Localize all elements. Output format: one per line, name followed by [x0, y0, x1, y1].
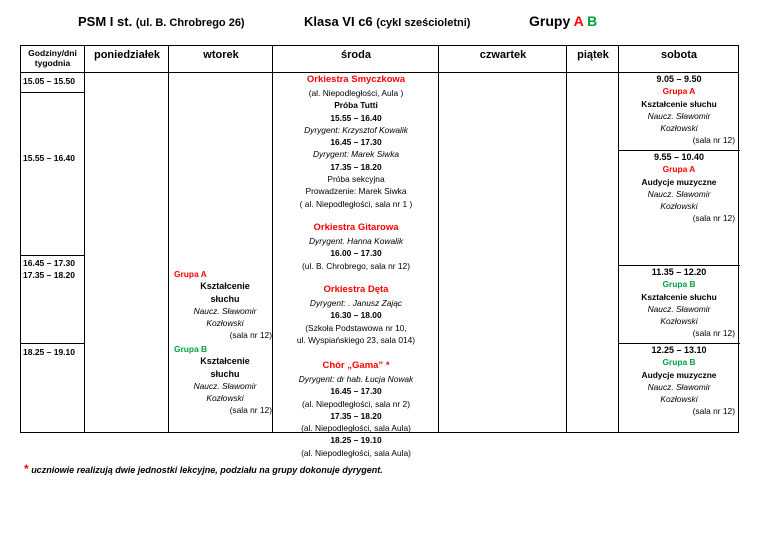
sat2-group: Grupa A [662, 164, 696, 175]
strings-line-9: Prowadzenie: Marek Siwka [305, 186, 407, 197]
groups-title [529, 13, 597, 29]
hours-header-cell [21, 46, 85, 73]
wednesday-choir-block [273, 359, 439, 459]
school-name: PSM I st. [78, 14, 133, 29]
brass-line-3: (Szkoła Podstawowa nr 10, [305, 322, 407, 333]
tuesday-a-teacher-2: Kozłowski [206, 318, 244, 329]
sat2-subject: Audycje muzyczne [641, 176, 717, 187]
hour-5: 18.25 – 19.10 [23, 347, 75, 357]
footnote [24, 462, 383, 476]
tuesday-group-b-block [170, 343, 276, 417]
tuesday-a-group: Grupa A [174, 269, 207, 279]
tuesday-group-a-block [170, 268, 276, 342]
hour-4: 17.35 – 18.20 [23, 270, 75, 280]
class-cycle: (cykl sześcioletni) [376, 17, 471, 29]
choir-line-3: (al. Niepodległości, sala nr 2) [302, 398, 410, 409]
choir-title: Chór „Gama” * [322, 360, 390, 371]
wednesday-brass-block [273, 283, 439, 346]
tuesday-a-room: (sala nr 12) [229, 330, 272, 341]
hour-2: 15.55 – 16.40 [23, 153, 75, 163]
sat3-time: 11.35 – 12.20 [651, 267, 707, 277]
sat2-teacher-1: Naucz. Sławomir [647, 188, 711, 199]
class-title [304, 14, 470, 29]
tuesday-a-teacher-1: Naucz. Sławomir [193, 305, 257, 316]
strings-line-7: 17.35 – 18.20 [330, 161, 382, 172]
saturday-slot-4 [619, 344, 739, 418]
tuesday-b-room: (sala nr 12) [229, 405, 272, 416]
hours-divider-1 [20, 92, 85, 93]
strings-line-2: Próba Tutti [334, 100, 378, 111]
choir-line-4: 17.35 – 18.20 [330, 410, 382, 421]
school-address: (ul. B. Chrobrego 26) [135, 17, 245, 29]
sat4-teacher-1: Naucz. Sławomir [647, 381, 711, 392]
friday-body-cell [567, 73, 619, 433]
tuesday-b-subject-1: Kształcenie [200, 356, 250, 367]
sat4-teacher-2: Kozłowski [660, 394, 698, 405]
hour-1: 15.05 – 15.50 [23, 76, 75, 86]
sat2-room: (sala nr 12) [692, 213, 735, 224]
strings-line-5: 16.45 – 17.30 [330, 137, 382, 148]
footnote-star: * [24, 462, 29, 476]
school-title [78, 14, 245, 29]
choir-line-6: 18.25 – 19.10 [330, 435, 382, 446]
hour-3: 16.45 – 17.30 [23, 258, 75, 268]
tuesday-b-teacher-2: Kozłowski [206, 393, 244, 404]
sat1-time: 9.05 – 9.50 [656, 74, 702, 84]
sat2-teacher-2: Kozłowski [660, 201, 698, 212]
saturday-slot-1 [619, 73, 739, 147]
sat1-group: Grupa A [662, 86, 696, 97]
tuesday-b-subject-2: słuchu [210, 368, 240, 379]
sat1-teacher-1: Naucz. Sławomir [647, 110, 711, 121]
sat3-group: Grupa B [662, 279, 696, 290]
group-b-label: B [587, 13, 598, 29]
wednesday-strings-block [273, 73, 439, 210]
hours-header-line1: Godziny/dni [28, 48, 77, 58]
sat1-room: (sala nr 12) [692, 135, 735, 146]
choir-line-5: (al. Niepodległości, sala Aula) [301, 423, 411, 434]
col-monday: poniedziałek [93, 49, 161, 61]
sat4-time: 12.25 – 13.10 [651, 345, 707, 355]
strings-line-6: Dyrygent: Marek Siwka [312, 149, 400, 160]
guitar-line-1: Dyrygent. Hanna Kowalik [308, 236, 404, 246]
strings-line-4: Dyrygent: Krzysztof Kowalik [304, 124, 408, 135]
monday-body-cell [85, 73, 169, 433]
sat3-room: (sala nr 12) [692, 328, 735, 339]
choir-line-1: Dyrygent: dr hab. Łucja Nowak [298, 374, 414, 384]
sat3-teacher-2: Kozłowski [660, 316, 698, 327]
tuesday-b-group: Grupa B [174, 344, 208, 354]
hours-header-line2: tygodnia [34, 58, 71, 68]
footnote-text: uczniowie realizują dwie jednostki lekcyjne, podziału na grupy dokonuje dyrygent. [31, 465, 383, 475]
sat3-teacher-1: Naucz. Sławomir [647, 303, 711, 314]
hours-divider-3 [20, 343, 85, 344]
sat3-subject: Kształcenie słuchu [641, 291, 717, 302]
sat4-subject: Audycje muzyczne [641, 369, 717, 380]
class-name: Klasa VI c6 [304, 14, 373, 29]
col-tuesday: wtorek [203, 49, 239, 61]
brass-title: Orkiestra Dęta [323, 284, 389, 295]
strings-line-3: 15.55 – 16.40 [330, 112, 382, 123]
col-thursday: czwartek [479, 49, 527, 61]
sat4-group: Grupa B [662, 357, 696, 368]
thursday-body-cell [439, 73, 567, 433]
saturday-slot-3 [619, 266, 739, 340]
guitar-line-3: (ul. B. Chrobrego, sala nr 12) [302, 260, 410, 271]
sat1-teacher-2: Kozłowski [660, 123, 698, 134]
brass-line-1: Dyrygent: . Janusz Zając [309, 298, 403, 308]
strings-line-10: ( al. Niepodległości, sala nr 1 ) [299, 198, 413, 209]
tuesday-b-teacher-1: Naucz. Sławomir [193, 380, 257, 391]
guitar-title: Orkiestra Gitarowa [313, 222, 399, 233]
strings-line-8: Próba sekcyjna [327, 174, 385, 185]
strings-title: Orkiestra Smyczkowa [306, 74, 406, 85]
groups-label: Grupy [529, 13, 571, 29]
tuesday-a-subject-1: Kształcenie [200, 281, 250, 292]
choir-line-7: (al. Niepodległości, sala Aula) [301, 447, 411, 458]
sat1-subject: Kształcenie słuchu [641, 98, 717, 109]
guitar-line-2: 16.00 – 17.30 [330, 248, 382, 259]
group-a-label: A [573, 13, 584, 29]
hours-body-cell [21, 73, 85, 433]
brass-line-4: ul. Wyspiańskiego 23, sala 014) [296, 334, 416, 345]
sat4-room: (sala nr 12) [692, 406, 735, 417]
sat2-time: 9.55 – 10.40 [653, 152, 705, 162]
col-saturday: sobota [660, 49, 698, 61]
col-wednesday: środa [341, 49, 371, 61]
strings-line-1: (al. Niepodległości, Aula ) [308, 88, 404, 98]
wednesday-guitar-block [273, 221, 439, 272]
saturday-slot-2 [619, 151, 739, 225]
col-friday: piątek [577, 49, 609, 61]
tuesday-a-subject-2: słuchu [210, 293, 240, 304]
choir-line-2: 16.45 – 17.30 [330, 386, 382, 397]
brass-line-2: 16.30 – 18.00 [330, 310, 382, 321]
